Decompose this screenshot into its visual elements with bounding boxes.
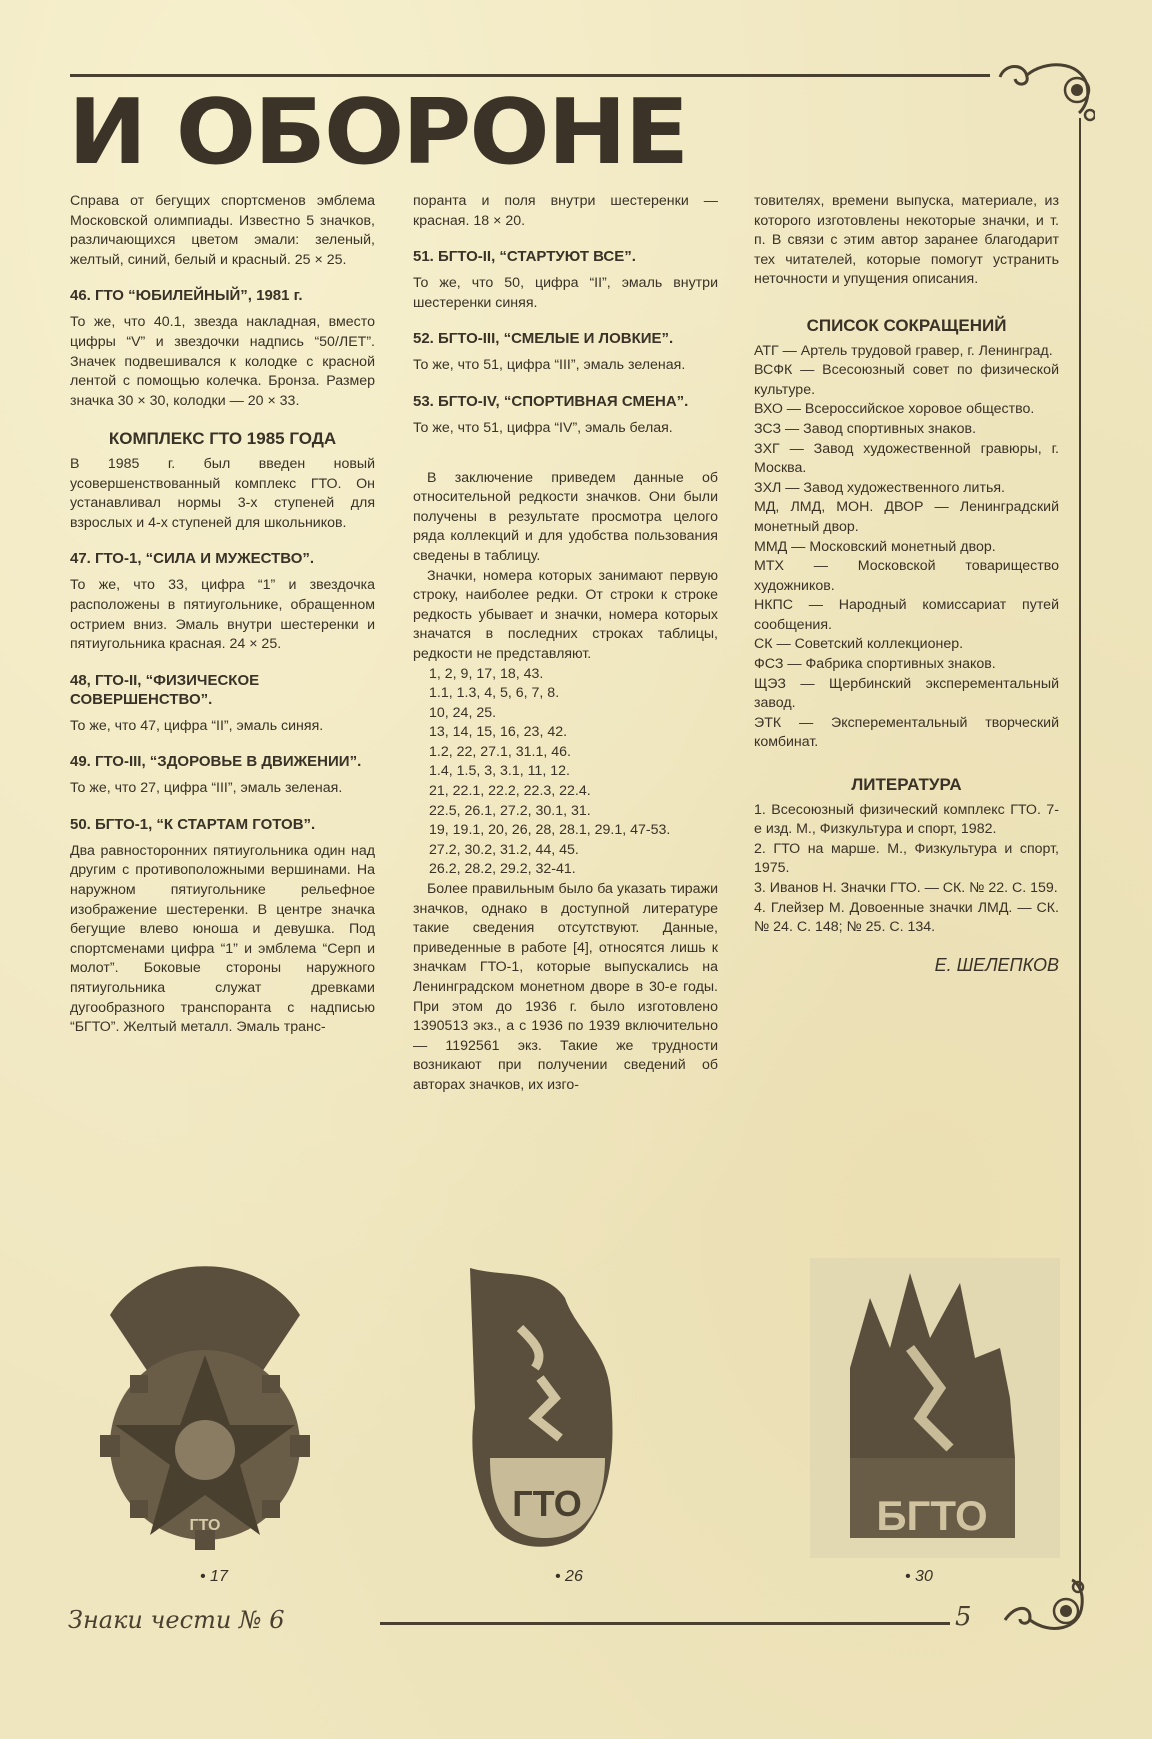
section-title: КОМПЛЕКС ГТО 1985 ГОДА (108, 429, 337, 449)
abbreviation-item: СК — Советский коллекционер. (754, 636, 964, 653)
rarity-row: 10, 24, 25. (429, 704, 497, 721)
entry-50-title: 50. БГТО-1, “К СТАРТАМ ГОТОВ”. (70, 815, 316, 833)
entry-47-title: 47. ГТО-1, “СИЛА И МУЖЕСТВО”. (70, 550, 315, 568)
right-rule (1079, 118, 1081, 1588)
column-1 (70, 192, 375, 1038)
svg-text:ГТО: ГТО (189, 1517, 221, 1534)
abbreviation-item: ФСЗ — Фабрика спортивных знаков. (754, 656, 996, 673)
column-2 (413, 192, 718, 1096)
section-text: В 1985 г. был введен новый усовершенствованный комплекс ГТО. Он устанавливал нормы 3-х ступеней для взрослых и 4-х ступеней для школьников. (70, 455, 375, 531)
abbreviation-item: НКПС — Народный комиссариат путей сообщения. (754, 597, 1059, 633)
reference-item: 4. Глейзер М. Довоенные значки ЛМД. — СК. № 24. С. 148; № 25. С. 134. (754, 899, 1059, 936)
reference-item: 1. Всесоюзный физический комплекс ГТО. 7-е изд. М., Физкультура и спорт, 1982. (754, 801, 1059, 838)
abbreviation-item: АТГ — Артель трудовой гравер, г. Ленинград. (754, 342, 1053, 359)
entry-49-title: 49. ГТО-III, “ЗДОРОВЬЕ В ДВИЖЕНИИ”. (70, 753, 362, 771)
entry-53-title: 53. БГТО-IV, “СПОРТИВНАЯ СМЕНА”. (413, 392, 689, 410)
entry-46-title: 46. ГТО “ЮБИЛЕЙНЫЙ”, 1981 г. (70, 287, 303, 305)
entry-50-text: Два равносторонних пятиугольника один над другим с противоположными вершинами. На наружном пятиугольнике рельефное изображение шестеренки. В центре значка бегущие влево юноша и девушка. Под спортсменами цифра “1” и эмблема “Серп и молот”. Боковые стороны наружного пятиугольника служат древками дугообразного транспоранта с надписью “БГТО”. Желтый металл. Эмаль транс- (70, 842, 375, 1036)
rarity-row: 13, 14, 15, 16, 23, 42. (429, 724, 568, 741)
figure-caption-17: • 17 (200, 1568, 228, 1585)
rarity-row: 1.1, 1.3, 4, 5, 6, 7, 8. (429, 685, 560, 702)
intro-paragraph: Справа от бегущих спортсменов эмблема Московской олимпиады. Известно 5 значков, различающихся цветом эмали: зеленый, желтый, синий, белый и красный. 25 × 25. (70, 193, 375, 268)
badge-image-26 (465, 1258, 625, 1558)
entry-47-text: То же, что 33, цифра “1” и звездочка расположены в пятиугольнике, обращенном острием вниз. Эмаль внутри шестеренки и пятиугольника красная. 24 × 25. (70, 577, 375, 653)
abbreviation-item: ЗХЛ — Завод художественного литья. (754, 479, 1005, 496)
author-name: Е. ШЕЛЕПКОВ (934, 954, 1059, 975)
rarity-explanation: Значки, номера которых занимают первую строку, наиболее редки. От строки к строке редкость убывает и значки, номера которых значатся в последних строках таблицы, редкости не представляют. (413, 567, 718, 662)
rarity-row: 1.2, 22, 27.1, 31.1, 46. (429, 743, 571, 760)
bottom-rule (380, 1622, 950, 1625)
entry-46-text: То же, что 40.1, звезда накладная, вместо цифры “V” и звездочки надпись “50/ЛЕТ”. Значек подвешивался к колодке с красной лентой с помощью колечка. Бронза. Размер значка 30 × 30, колодки — 20 × 33. (70, 314, 375, 409)
entry-51-title: 51. БГТО-II, “СТАРТУЮТ ВСЕ”. (413, 248, 636, 266)
reference-item: 2. ГТО на марше. М., Физкультура и спорт, 1975. (754, 840, 1059, 877)
continuation-text: товителях, времени выпуска, материале, из которого изготовлены некоторые значки, и т. п. В связи с этим автор заранее благодарит тех читателей, которые помогут устранить неточности и упущения описания. (754, 193, 1059, 288)
badge-30-illustration (810, 1258, 1060, 1558)
reference-item: 3. Иванов Н. Значки ГТО. — СК. № 22. С. 159. (754, 880, 1058, 896)
headline: И ОБОРОНЕ (68, 80, 688, 185)
abbreviation-item: ЭТК — Эксперементальный творческий комбинат. (754, 714, 1059, 751)
rarity-row: 22.5, 26.1, 27.2, 30.1, 31. (429, 802, 591, 819)
rarity-row: 1.4, 1.5, 3, 3.1, 11, 12. (429, 763, 570, 780)
magazine-title: Знаки чести № 6 (68, 1606, 285, 1634)
svg-text:БГТО: БГТО (876, 1492, 988, 1539)
badge-image-17 (90, 1255, 320, 1555)
abbreviations-title: СПИСОК СОКРАЩЕНИЙ (806, 315, 1007, 335)
abbreviation-item: ВСФК — Всесоюзный совет по физической культуре. (754, 362, 1059, 398)
entry-53-text: То же, что 51, цифра “IV”, эмаль белая. (413, 419, 673, 436)
rarity-row: 27.2, 30.2, 31.2, 44, 45. (429, 841, 579, 858)
figure-caption-26: • 26 (555, 1568, 583, 1585)
badge-26-illustration (465, 1258, 625, 1558)
entry-52-title: 52. БГТО-III, “СМЕЛЫЕ И ЛОВКИЕ”. (413, 330, 674, 348)
rarity-row: 1, 2, 9, 17, 18, 43. (429, 665, 544, 682)
badge-17-illustration (90, 1255, 320, 1555)
entry-49-text: То же, что 27, цифра “III”, эмаль зеленая. (70, 780, 343, 797)
circulation-paragraph: Более правильным было ба указать тиражи значков, однако в доступной литературе такие сведения отсутствуют. Данные, приведенные в работе [4], относятся лишь к значкам ГТО-1, которые выпускались на Ленинградском монетном дворе в 30-е годы. При этом до 1936 г. было изготовлено 1390513 экз., а с 1936 по 1939 включительно — 1192561 экз. Такие же трудности возникают при получении сведений об авторах значков, их изго- (413, 881, 718, 1093)
abbreviation-item: ВХО — Всероссийское хоровое общество. (754, 401, 1035, 418)
column-3 (754, 192, 1059, 975)
abbreviation-item: ЗСЗ — Завод спортивных знаков. (754, 420, 977, 437)
abbreviation-item: ЗХГ — Завод художественной гравюры, г. Москва. (754, 440, 1059, 477)
abbreviation-item: ММД — Московский монетный двор. (754, 538, 996, 555)
corner-ornament-bottom-icon (1000, 1575, 1090, 1645)
literature-title: ЛИТЕРАТУРА (851, 775, 962, 795)
conclusion-paragraph: В заключение приведем данные об относительной редкости значков. Они были получены в результате просмотра целого ряда коллекций и для удобства пользования сведены в таблицу. (413, 469, 718, 564)
rarity-row: 21, 22.1, 22.2, 22.3, 22.4. (429, 783, 591, 800)
page-number: 5 (955, 1602, 972, 1632)
abbreviation-item: ЩЭЗ — Щербинский эксперементальный завод. (754, 675, 1059, 712)
figure-caption-30: • 30 (905, 1568, 933, 1585)
abbreviation-item: МД, ЛМД, МОН. ДВОР — Ленинградский монетный двор. (754, 499, 1059, 535)
rarity-row: 19, 19.1, 20, 26, 28, 28.1, 29.1, 47-53. (429, 822, 671, 839)
continuation-text: поранта и поля внутри шестеренки — красная. 18 × 20. (413, 193, 718, 229)
entry-52-text: То же, что 51, цифра “III”, эмаль зеленая. (413, 357, 686, 374)
top-rule (70, 74, 990, 77)
entry-51-text: То же, что 50, цифра “II”, эмаль внутри шестеренки синяя. (413, 275, 718, 311)
badge-image-30 (810, 1258, 1060, 1558)
rarity-table (413, 665, 718, 881)
abbreviation-item: МТХ — Московской товарищество художников. (754, 558, 1059, 594)
rarity-row: 26.2, 28.2, 29.2, 32-41. (429, 861, 576, 878)
svg-text:ГТО: ГТО (512, 1483, 582, 1524)
entry-48-title: 48, ГТО-II, “ФИЗИЧЕСКОЕ СОВЕРШЕНСТВО”. (70, 671, 260, 708)
corner-ornament-top-icon (995, 55, 1095, 125)
entry-48-text: То же, что 47, цифра “II”, эмаль синяя. (70, 717, 324, 734)
